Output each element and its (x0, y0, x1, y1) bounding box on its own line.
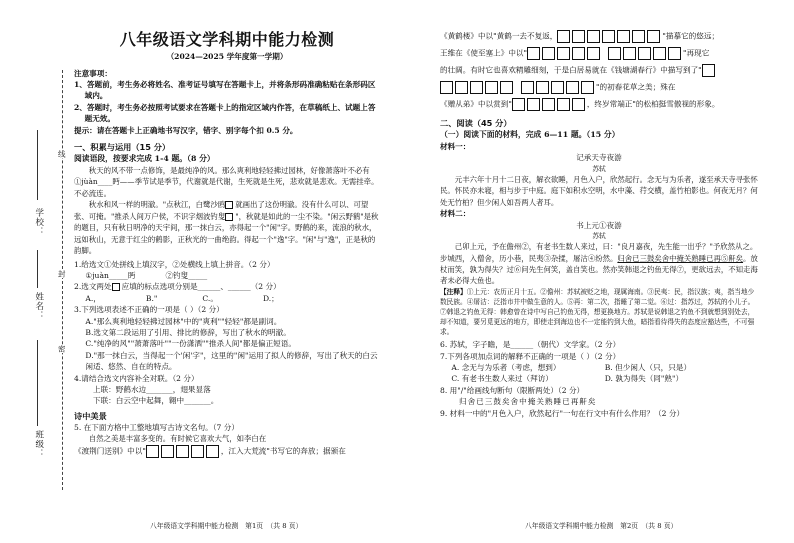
question-4: 4.请结合选文内容补全对联。（2 分） (74, 373, 199, 383)
question-2: 2.选文两处 应填的标点选项分别是______、______（2 分） (74, 282, 281, 292)
answer-box[interactable] (647, 30, 660, 43)
couplet-down[interactable]: 下联：白云空中起舞，翱中_______。 (93, 396, 219, 406)
answer-box[interactable] (566, 81, 579, 94)
answer-box[interactable] (632, 30, 645, 43)
note-item-2: 2、答题时，考生务必按照考试要求在答题卡上的指定区域内作答，在草稿纸上、试题上答题无效。 (74, 102, 376, 124)
answer-box[interactable] (617, 30, 630, 43)
passage-para-2: 秋水和风一样的明澈。"点秋江，白鹭沙鸥 就画出了这份明澈。没有什么可以、可望张、可掩。"推杀人间万户侯，不识字烟波钓叟 "，秋就是如此的一尘不染。"闲云野鹤"是秋的题目，只有秋日明净的天宇间，那一抹白云，亦得起一个"闲"字。野鹤的来，流浪的秋水，远如秋山，无意于红尘的鹤影，正秋光的一曲绝韵。得起一个"逸"字。"闲"与"逸"，正是秋的韵脚。 (74, 200, 379, 256)
material-2-title: 书上元①夜游 (576, 220, 622, 230)
q3-option-b[interactable]: B.选文第二段运用了引用、排比的修辞，写出了秋水的明澈。 (85, 328, 291, 337)
answer-box[interactable] (587, 30, 600, 43)
q1-option-2[interactable]: ②钓叟_____ (165, 271, 208, 281)
answer-box[interactable] (587, 47, 600, 60)
line-mark-feng: 封 (57, 270, 67, 278)
class-blank[interactable] (37, 340, 38, 426)
question-3: 3.下列选项表述不正确的一项是（ ）（2 分） (74, 305, 224, 315)
section-1-instruction: 阅读语段，按要求完成 1-4 题。（8 分） (74, 154, 215, 164)
answer-box[interactable] (702, 64, 715, 77)
q2-option-d[interactable]: D.； (262, 293, 279, 303)
notes-heading: 注意事项： (74, 68, 112, 78)
answer-box[interactable] (527, 47, 540, 60)
line-mark-mi: 密 (57, 345, 67, 353)
q2-option-c[interactable]: C.。 (202, 293, 218, 303)
answer-box[interactable] (536, 81, 549, 94)
q7-option-d[interactable]: D. 孰为得失（同"熟"） (604, 374, 684, 384)
answer-box[interactable] (542, 47, 555, 60)
line-mark-xian: 线 (57, 150, 67, 158)
answer-box[interactable] (623, 47, 636, 60)
question-2-options (74, 293, 380, 304)
poetry-heading: 诗中美景 (74, 410, 107, 421)
material-2-notes: 【注释】①上元：农历正月十五。②儋州：苏轼被贬之地，现属海南。③民夷：民，指汉族；夷，指当地少数民族。④屠沽：泛指市井中做生意的人。⑤再：第二次，指睡了第二觉。⑥过：指苏过，苏轼的小儿子。⑦韩退之钓鱼无得：韩愈曾在诗中写自己钓鱼无得，想更换地方。苏轼是说韩退之钓鱼不到就想到别处去，却不知道，要另觅更远的地方，即使走到海边也不一定能钓到大鱼，暗指看待得失的态度应豁达些，不可强求。 (440, 287, 755, 337)
school-blank[interactable] (37, 130, 38, 200)
question-7: 7.下列各项加点词的解释不正确的一项是（ ）（2 分） (440, 351, 621, 361)
footer-page-1: 八年级语文学科期中能力检测 第1页 （共 8 页） (150, 522, 303, 530)
q5-cont-line-3: 的壮阔。有时它也喜欢精雕细刻，于是白居易就在《钱塘湖春行》中描写到了" (440, 64, 758, 77)
q1-option-1[interactable]: ①juàn_____眄 (85, 271, 136, 281)
answer-box[interactable] (608, 47, 621, 60)
q5-cont-line-5: 《赠从弟》中以赏到" ，终岁常端正"的松柏挺雪傲视的形象。 (440, 98, 758, 111)
answer-box[interactable] (470, 81, 483, 94)
material-2-author: 苏轼 (592, 232, 606, 240)
q3-option-a[interactable]: A."那么爽利地轻轻拂过园林"中的"爽利""轻轻"都是副词。 (85, 316, 282, 326)
answer-box[interactable] (572, 30, 585, 43)
page-2 (440, 30, 758, 419)
answer-box[interactable] (653, 47, 666, 60)
q3-option-c[interactable]: C."纯净的风""萧萧落叶""一份潇洒""推杀人间"都是偏正短语。 (85, 339, 296, 349)
binding-margin (0, 0, 67, 543)
answer-box[interactable] (512, 98, 525, 111)
q7-options-row-2 (440, 373, 758, 384)
material-2-label: 材料二： (440, 209, 471, 219)
exam-title: 八年级语文学科期中能力检测 (119, 30, 335, 49)
q5-intro: 自然之美是丰富多变的。有时候它喜欢大气，如李白在 (88, 434, 267, 444)
answer-box[interactable] (557, 98, 570, 111)
section-1-heading: 一、积累与运用（15 分） (74, 141, 171, 152)
answer-box[interactable] (557, 30, 570, 43)
answer-box[interactable] (500, 81, 513, 94)
answer-box[interactable] (572, 47, 585, 60)
class-label: 班级： (33, 430, 44, 459)
question-1: 1.给选文①处拼线上填汉字，②处横线上填上拼音。（2 分） (74, 259, 275, 269)
answer-box[interactable] (440, 81, 453, 94)
answer-box[interactable] (485, 81, 498, 94)
q7-options-row-1 (440, 362, 758, 373)
question-9: 9. 材料一中的"月色入户，欣然起行"一句在行文中有什么作用？（2 分） (440, 408, 685, 418)
answer-box[interactable] (527, 98, 540, 111)
passage-para-1: 秋天的风不带一点修饰，是最纯净的风。那么爽利地轻轻拂过园林，好像萧落叶不必有①jùàn____眄——季节试是季节，代谢就是代谢，生死就是生死，悲欢就是悲欢。无需挂牵。不必流连。 (74, 165, 379, 198)
name-blank[interactable] (37, 250, 38, 288)
answer-box[interactable] (161, 445, 174, 458)
q7-option-c[interactable]: C. 有老书生数人来过（拜访） (451, 374, 553, 384)
note-item-1: 1、答题前，考生务必将姓名、准考证号填写在答题卡上，并将条形码准确粘贴在条形码区域内。 (74, 79, 376, 101)
answer-box[interactable] (638, 47, 651, 60)
notes-tip: 提示：请在答题卡上正确地书写汉字，错字、别字每个扣 0.5 分。 (74, 125, 298, 135)
answer-box[interactable] (206, 445, 219, 458)
q8-sentence: 归舍已三鼓矣舍中掩关熟睡已再鼾矣 (459, 397, 597, 407)
q7-option-b[interactable]: B. 但少闲人（只，只是） (604, 362, 692, 372)
question-1-options (74, 270, 380, 281)
name-label: 姓名： (33, 292, 44, 321)
answer-box[interactable] (581, 81, 594, 94)
q7-option-a[interactable]: A. 念无与为乐者（考虑，想到） (451, 362, 561, 372)
answer-box[interactable] (557, 47, 570, 60)
q2-option-b[interactable]: B." (145, 293, 158, 303)
section-2-heading: 二、阅读（45 分） (440, 118, 512, 128)
punct-box-1[interactable] (225, 201, 233, 209)
material-1-title: 记承天寺夜游 (576, 153, 622, 163)
answer-box[interactable] (146, 445, 159, 458)
answer-box[interactable] (191, 445, 204, 458)
answer-box[interactable] (551, 81, 564, 94)
question-8: 8. 用"/"给画线句断句（限断两处）（2 分） (440, 385, 585, 395)
school-label: 学校： (33, 208, 44, 237)
q3-option-d[interactable]: D."那一抹白云，当得起一个'闲'字"，这里的"闲"运用了拟人的修辞，写出了秋天的白云闲适、悠然、自在的特点。 (85, 350, 378, 372)
exam-subtitle: （2024—2025 学年度第一学期） (166, 52, 288, 62)
question-5: 5. 在下面方格中工整地填写古诗文名句。（7 分） (74, 423, 239, 433)
material-2-text: 己卯上元，予在儋州②，有老书生数人来过，曰："良月嘉夜，先生能一出乎？"予欣然从之。步城西，入僧舍，历小巷，民夷③杂揉，屠沽④纷然。归舍已三鼓矣舍中掩关熟睡已再⑤鼾矣。放杖而笑，孰为得失？过⑥问先生何笑，盖自笑也。然亦笑韩退之钓鱼无得⑦，更欲远去，不知走海者未必得大鱼也。 (440, 242, 758, 286)
material-1-label: 材料一： (440, 141, 471, 151)
answer-box[interactable] (176, 445, 189, 458)
underlined-sentence: 归舍已三鼓矣舍中掩关熟睡已再⑤鼾矣 (617, 253, 744, 263)
reading-1-instruction: （一）阅读下面的材料，完成 6—11 题。（15 分） (440, 130, 620, 140)
answer-box[interactable] (668, 47, 681, 60)
question-6: 6. 苏轼，字子瞻，是______（朝代）文学家。（2 分） (440, 340, 621, 350)
answer-box[interactable] (572, 98, 585, 111)
q5-cont-line-1: 《黄鹤楼》中以"黄鹤一去不复返， "描摹它的悠远； (440, 30, 758, 43)
q5-line-1: 《渡荆门送别》中以" ，江入大荒流"书写它的奔放；据颁在 (74, 445, 380, 458)
footer-page-2: 八年级语文学科期中能力检测 第2页 （共 8 页） (525, 522, 678, 530)
material-1-author: 苏轼 (592, 164, 606, 173)
answer-box[interactable] (542, 98, 555, 111)
punct-box-2[interactable] (225, 213, 233, 221)
q2-box (112, 283, 120, 291)
page-1 (74, 30, 380, 458)
answer-box[interactable] (602, 30, 615, 43)
binding-dashed-line (62, 70, 63, 490)
answer-box[interactable] (455, 81, 468, 94)
q5-cont-line-2: 王维在《使至塞上》中以" "再现它 (440, 47, 758, 60)
answer-box[interactable] (521, 81, 534, 94)
couplet-up[interactable]: 上联：野鹤水边_______，翅果显落 (93, 384, 211, 394)
material-1-text: 元丰六年十月十二日夜，解衣欲睡，月色入户，欣然起行。念无与为乐者，遂至承天寺寻张怀民。怀民亦未寝，相与步于中庭。庭下如积水空明，水中藻、荇交横，盖竹柏影也。何夜无月？何处无竹柏？但少闲人如吾两人者耳。 (440, 174, 758, 207)
q5-cont-line-4: "的初春花草之美；殊在 (440, 81, 758, 94)
q2-option-a[interactable]: A.， (85, 293, 101, 303)
